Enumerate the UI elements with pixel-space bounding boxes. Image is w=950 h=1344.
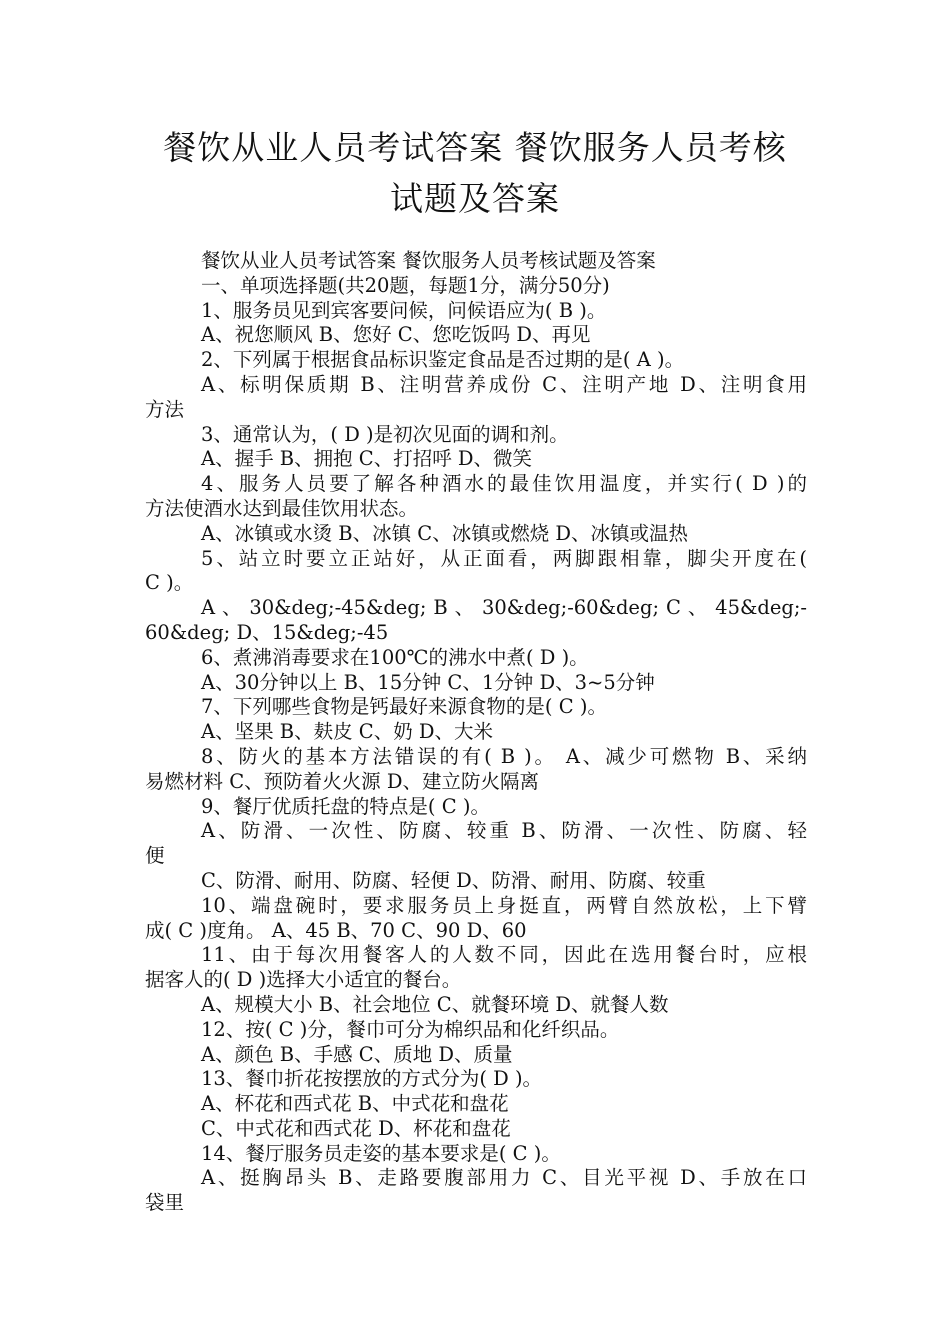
text-line: 3、通常认为，( D )是初次见面的调和剂。 bbox=[201, 422, 569, 446]
text-line: 8、防火的基本方法错误的有( B )。 A、减少可燃物 B、采纳 bbox=[201, 744, 807, 768]
document-title bbox=[130, 122, 820, 224]
text-line: 5、站立时要立正站好，从正面看，两脚跟相靠，脚尖开度在( bbox=[201, 546, 807, 570]
text-line: 成( C )度角。 A、45 B、70 C、90 D、60 bbox=[145, 918, 527, 942]
text-line: 方法 bbox=[145, 397, 185, 421]
text-line: 2、下列属于根据食品标识鉴定食品是否过期的是( A )。 bbox=[201, 348, 685, 372]
title-line-2: 试题及答案 bbox=[390, 179, 560, 218]
document-body bbox=[145, 249, 807, 1216]
text-line: 方法使酒水达到最佳饮用状态。 bbox=[145, 496, 419, 520]
text-line: C )。 bbox=[145, 571, 194, 595]
text-line: 11、由于每次用餐客人的人数不同，因此在选用餐台时，应根 bbox=[201, 943, 807, 967]
text-line: A、挺胸昂头 B、走路要腹部用力 C、目光平视 D、手放在口 bbox=[201, 1166, 807, 1190]
text-line: 4、服务人员要了解各种酒水的最佳饮用温度，并实行( D )的 bbox=[201, 472, 807, 496]
text-line: A、颜色 B、手感 C、质地 D、质量 bbox=[201, 1042, 513, 1066]
text-line: 一、单项选择题(共20题，每题1分，满分50分) bbox=[201, 273, 610, 297]
text-line: 7、下列哪些食物是钙最好来源食物的是( C )。 bbox=[201, 695, 607, 719]
text-line: 餐饮从业人员考试答案 餐饮服务人员考核试题及答案 bbox=[201, 249, 656, 272]
text-line: 1、服务员见到宾客要问候，问候语应为( B )。 bbox=[201, 298, 607, 322]
text-line: A、杯花和西式花 B、中式花和盘花 bbox=[201, 1092, 509, 1116]
text-line: A、坚果 B、麸皮 C、奶 D、大米 bbox=[201, 720, 494, 744]
text-line: A、防滑、一次性、防腐、较重 B、防滑、一次性、防腐、轻 bbox=[201, 819, 807, 843]
text-line: 6、煮沸消毒要求在100℃的沸水中煮( D )。 bbox=[201, 645, 589, 669]
text-line: 据客人的( D )选择大小适宜的餐台。 bbox=[145, 968, 462, 992]
text-line: A、祝您顺风 B、您好 C、您吃饭吗 D、再见 bbox=[201, 323, 591, 347]
text-line: A、30分钟以上 B、15分钟 C、1分钟 D、3~5分钟 bbox=[201, 670, 655, 694]
text-line: A、标明保质期 B、注明营养成份 C、注明产地 D、注明食用 bbox=[201, 372, 807, 396]
text-line: 10、端盘碗时，要求服务员上身挺直，两臂自然放松，上下臂 bbox=[201, 893, 807, 917]
text-line: C、中式花和西式花 D、杯花和盘花 bbox=[201, 1116, 511, 1140]
text-line: 14、餐厅服务员走姿的基本要求是( C )。 bbox=[201, 1141, 561, 1165]
text-line: 易燃材料 C、预防着火火源 D、建立防火隔离 bbox=[145, 769, 539, 793]
text-line: A、规模大小 B、社会地位 C、就餐环境 D、就餐人数 bbox=[201, 992, 669, 1016]
text-line: A、冰镇或水烫 B、冰镇 C、冰镇或燃烧 D、冰镇或温热 bbox=[201, 521, 689, 545]
text-line: 袋里 bbox=[145, 1191, 185, 1215]
text-line: A、握手 B、拥抱 C、打招呼 D、微笑 bbox=[201, 447, 533, 471]
text-line: 60&deg; D、15&deg;-45 bbox=[145, 620, 389, 644]
title-line-1: 餐饮从业人员考试答案 餐饮服务人员考核 bbox=[163, 128, 787, 167]
text-line: 12、按( C )分，餐巾可分为棉织品和化纤织品。 bbox=[201, 1017, 620, 1041]
text-line: C、防滑、耐用、防腐、轻便 D、防滑、耐用、防腐、较重 bbox=[201, 868, 706, 892]
text-line: 便 bbox=[145, 844, 165, 868]
text-line: A 、 30&deg;-45&deg; B 、 30&deg;-60&deg; C 、 45&deg;- bbox=[201, 596, 807, 620]
text-line: 9、餐厅优质托盘的特点是( C )。 bbox=[201, 794, 490, 818]
text-line: 13、餐巾折花按摆放的方式分为( D )。 bbox=[201, 1067, 543, 1091]
